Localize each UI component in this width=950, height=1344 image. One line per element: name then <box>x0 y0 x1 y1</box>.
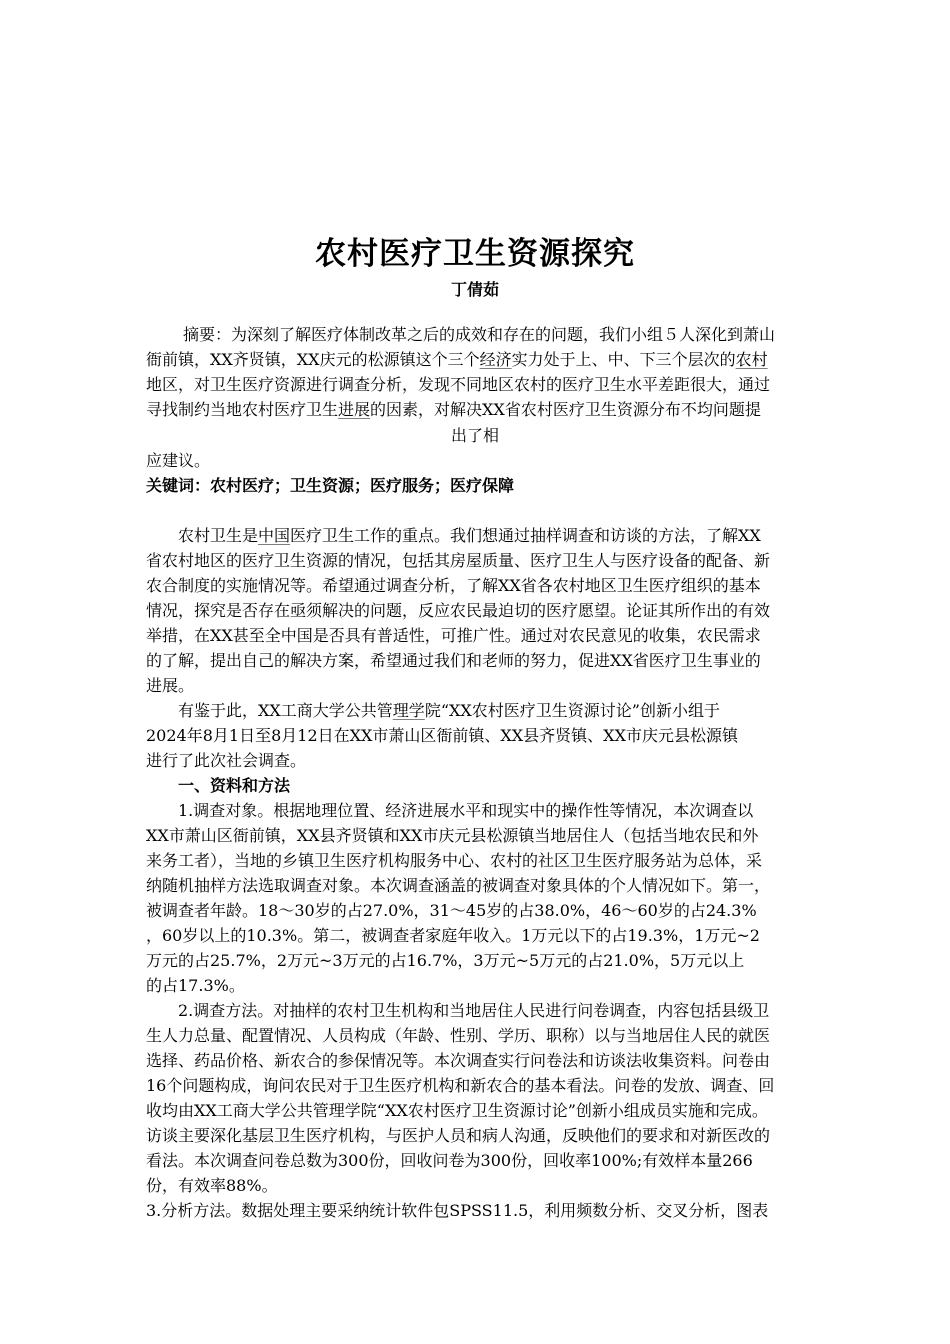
intro-line-3: 农合制度的实施情况等。希望通过调查分析，了解XX省各农村地区卫生医疗组织的基本 <box>146 576 761 595</box>
intro-line-4: 情况，探究是否存在亟须解决的问题，反应农民最迫切的医疗愿望。论证其所作出的有效 <box>146 601 771 620</box>
section-heading: 一、资料和方法 <box>178 776 291 795</box>
author-name: 丁倩茹 <box>450 280 499 299</box>
abstract-line-6: 应建议。 <box>146 451 211 470</box>
para2-line-2: 2024年8月1日至8月12日在XX市萧山区衙前镇、XX县齐贤镇、XX市庆元县松源镇 <box>146 726 738 745</box>
subject-line-8: 的占17.3%。 <box>146 976 245 995</box>
method-line-2: 生人力总量、配置情况、人员构成（年龄、性别、学历、职称）以与当地居住人民的就医 <box>146 1026 771 1045</box>
subject-line-6: ，60岁以上的10.3%。第二，被调查者家庭年收入。1万元以下的占19.3%，1万元~2 <box>146 926 760 945</box>
keywords-list: 农村医疗；卫生资源；医疗服务；医疗保障 <box>210 476 515 495</box>
abstract-line-3: 地区，对卫生医疗资源进行调查分析，发现不同地区农村的医疗卫生水平差距很大，通过 <box>146 375 771 394</box>
method-line-3: 选择、药品价格、新农合的参保情况等。本次调查实行问卷法和访谈法收集资料。问卷由 <box>146 1051 771 1070</box>
link-rural[interactable]: 农村 <box>735 350 768 369</box>
subject-line-4: 纳随机抽样方法选取调查对象。本次调查涵盖的被调查对象具体的个人情况如下。第一， <box>146 876 771 895</box>
subject-line-3: 来务工者），当地的乡镇卫生医疗机构服务中心、农村的社区卫生医疗服务站为总体，采 <box>146 851 763 870</box>
link-development[interactable]: 进展 <box>338 400 371 419</box>
intro-line-6: 的了解，提出自己的解决方案，希望通过我们和老师的努力，促进XX省医疗卫生事业的 <box>146 651 761 670</box>
subject-line-7: 万元的占25.7%，2万元~3万元的占16.7%，3万元~5万元的占21.0%，5万元以上 <box>146 951 745 970</box>
intro-line-7: 进展。 <box>146 676 195 695</box>
analysis-line-1: 3.分析方法。数据处理主要采纳统计软件包SPSS11.5，利用频数分析、交叉分析，图表 <box>146 1201 769 1220</box>
abstract-line-5: 出了相 <box>450 426 499 445</box>
abstract-line-1: 摘要：为深刻了解医疗体制改革之后的成效和存在的问题，我们小组５人深化到萧山 <box>183 325 776 344</box>
method-line-7: 看法。本次调查问卷总数为300份，回收问卷为300份，回收率100%;有效样本量266 <box>146 1151 753 1170</box>
document-title: 农村医疗卫生资源探究 <box>315 236 635 272</box>
method-line-5: 收均由XX工商大学公共管理学院“XX农村医疗卫生资源讨论”创新小组成员实施和完成。 <box>146 1101 768 1120</box>
intro-line-5: 举措，在XX甚至全中国是否具有普适性，可推广性。通过对农民意见的收集，农民需求 <box>146 626 761 645</box>
method-line-6: 访谈主要深化基层卫生医疗机构，与医护人员和病人沟通，反映他们的要求和对新医改的 <box>146 1126 771 1145</box>
method-line-8: 份，有效率88%。 <box>146 1176 278 1195</box>
abstract-line-4: 寻找制约当地农村医疗卫生进展的因素，对解决XX省农村医疗卫生资源分布不均问题提 <box>146 400 761 419</box>
link-science[interactable]: 理学 <box>392 701 425 720</box>
para2-line-3: 进行了此次社会调查。 <box>146 751 307 770</box>
subject-line-5: 被调查者年龄。18～30岁的占27.0%，31～45岁的占38.0%，46～60岁的占24.3% <box>146 901 757 920</box>
subject-line-2: XX市萧山区衙前镇，XX县齐贤镇和XX市庆元县松源镇当地居住人（包括当地农民和外 <box>146 826 759 845</box>
para2-line-1: 有鉴于此，XX工商大学公共管理学院“XX农村医疗卫生资源讨论”创新小组于 <box>178 701 720 720</box>
abstract-line-2: 衙前镇，XX齐贤镇，XX庆元的松源镇这个三个经济实力处于上、中、下三个层次的农村 <box>146 350 768 369</box>
intro-line-2: 省农村地区的医疗卫生资源的情况，包括其房屋质量、医疗卫生人与医疗设备的配备、新 <box>146 551 771 570</box>
link-china[interactable]: 中国 <box>258 526 291 545</box>
keywords-label: 关键词： <box>146 476 211 495</box>
keywords <box>146 474 514 498</box>
method-line-1: 2.调查方法。对抽样的农村卫生机构和当地居住人民进行问卷调查，内容包括县级卫 <box>178 1001 770 1020</box>
subject-line-1: 1.调查对象。根据地理位置、经济进展水平和现实中的操作性等情况，本次调查以 <box>178 801 754 820</box>
method-line-4: 16个问题构成，询问农民对于卫生医疗机构和新农合的基本看法。问卷的发放、调查、回 <box>146 1076 775 1095</box>
link-economy[interactable]: 经济 <box>479 350 512 369</box>
intro-line-1: 农村卫生是中国医疗卫生工作的重点。我们想通过抽样调查和访谈的方法，了解XX <box>178 526 761 545</box>
